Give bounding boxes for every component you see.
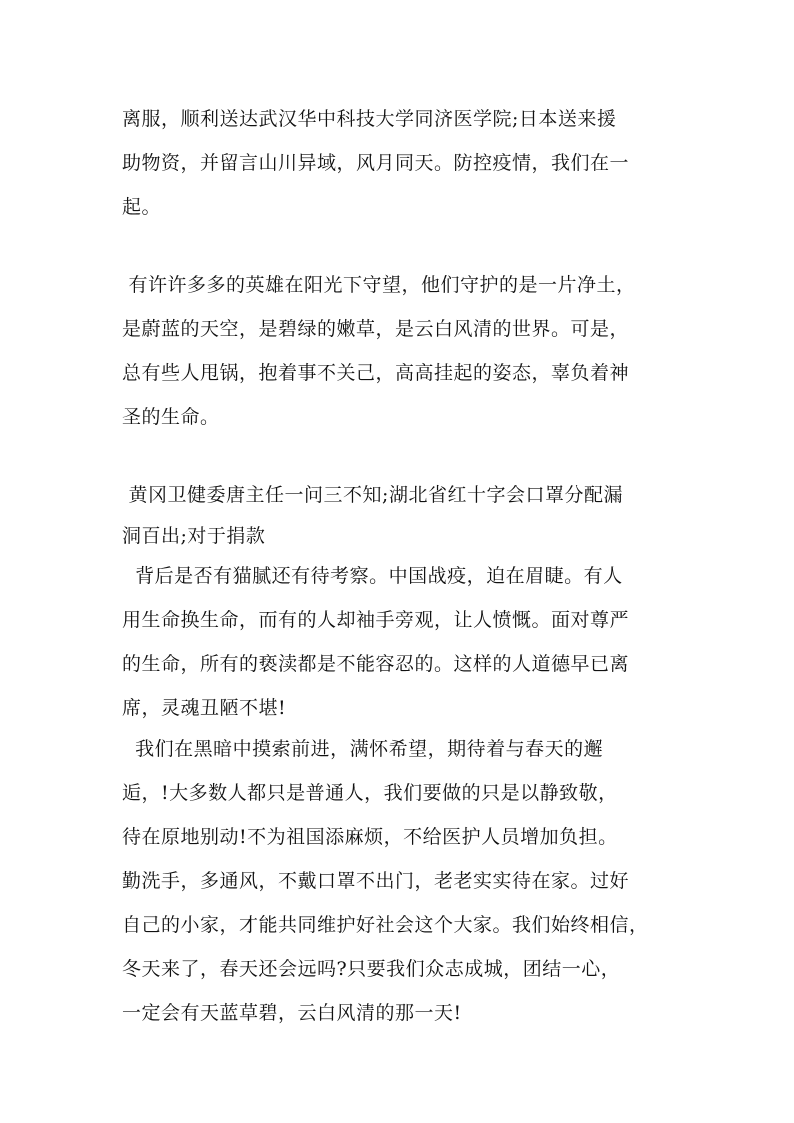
text-line: 背后是否有猫腻还有待考察。中国战疫，迫在眉睫。有人	[122, 565, 623, 587]
text-line: 自己的小家，才能共同维护好社会这个大家。我们始终相信，	[122, 914, 649, 936]
text-line: 是蔚蓝的天空，是碧绿的嫩草，是云白风清的世界。可是，	[122, 318, 630, 340]
text-line: 洞百出;对于捐款	[122, 525, 266, 547]
text-line: 总有些人甩锅，抱着事不关己，高高挂起的姿态，辜负着神	[122, 362, 630, 384]
text-line: 席，灵魂丑陋不堪!	[122, 697, 287, 719]
text-line: 一定会有天蓝草碧，云白风清的那一天!	[122, 1002, 462, 1024]
text-line: 我们在黑暗中摸索前进，满怀希望，期待着与春天的邂	[122, 738, 604, 760]
text-line: 逅，!大多数人都只是普通人，我们要做的只是以静致敬，	[122, 782, 618, 804]
text-line: 冬天来了，春天还会远吗?只要我们众志成城，团结一心，	[122, 958, 621, 980]
text-line: 勤洗手，多通风，不戴口罩不出门，老老实实待在家。过好	[122, 870, 630, 892]
text-line: 离服，顺利送达武汉华中科技大学同济医学院;日本送来援	[122, 108, 617, 130]
text-line: 圣的生命。	[122, 406, 220, 428]
text-line: 的生命，所有的亵渎都是不能容忍的。这样的人道德早已离	[122, 653, 630, 675]
text-line: 用生命换生命，而有的人却袖手旁观，让人愤慨。面对尊严	[122, 609, 630, 631]
text-line: 助物资，并留言山川异域，风月同天。防控疫情，我们在一	[122, 152, 630, 174]
text-line: 待在原地别动!不为祖国添麻烦，不给医护人员增加负担。	[122, 826, 618, 848]
text-line: 有许许多多的英雄在阳光下守望，他们守护的是一片净土，	[122, 274, 636, 296]
text-line: 黄冈卫健委唐主任一问三不知;湖北省红十字会口罩分配漏	[122, 484, 623, 506]
text-line: 起。	[122, 196, 162, 218]
